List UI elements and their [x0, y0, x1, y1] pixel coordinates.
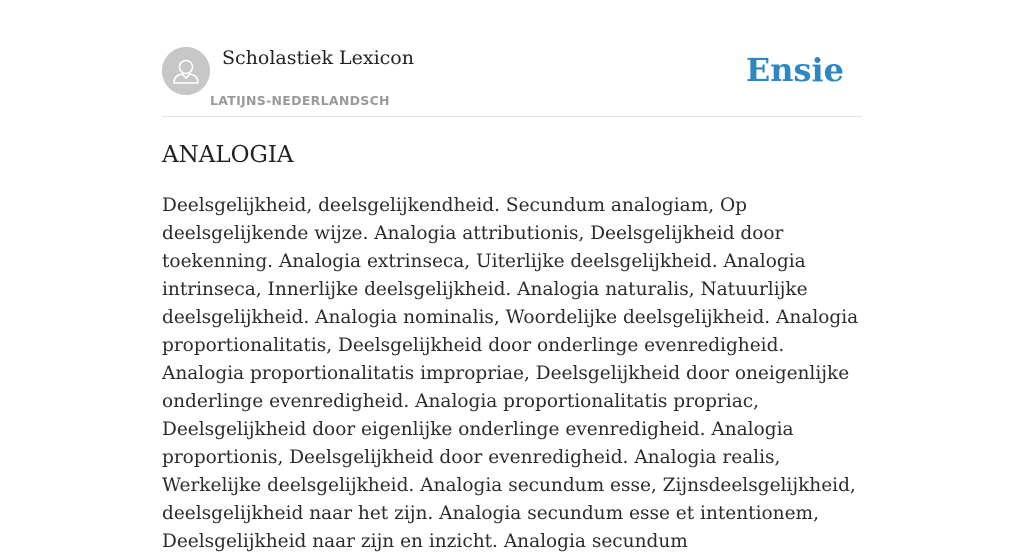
entry-body: Deelsgelijkheid, deelsgelijkendheid. Secundum analogiam, Op deelsgelijkende wijze. Analogia attributionis, Deelsgelijkheid door toekenning. Analogia extrinseca, Uiterlijke deelsgelijkheid. Analogia intrinseca, Innerlijke deelsgelijkheid. Analogia naturalis, Natuurlijke deelsgelijkheid. Analogia nominalis, Woordelijke deelsgelijkheid. Analogia proportionalitatis, Deelsgelijkheid door onderlinge evenredigheid. Analogia proportionalitatis impropriae, Deelsgelijkheid door oneigenlijke onderlinge evenredigheid. Analogia proportionalitatis propriac, Deelsgelijkheid door eigenlijke onderlinge evenredigheid. Analogia proportionis, Deelsgelijkheid door evenredigheid. Analogia realis, Werkelijke deelsgelijkheid. Analogia secundum esse, Zijnsdeelsgelijkheid, deelsgelijkheid naar het zijn. Analogia secundum esse et intentionem, Deelsgelijkheid naar zijn en inzicht. Analogia secundum — [162, 195, 859, 552]
user-silhouette-icon — [162, 47, 210, 95]
entry-title: ANALOGIA — [162, 142, 294, 168]
source-avatar[interactable] — [162, 47, 210, 95]
source-subtitle: LATIJNS-NEDERLANDSCH — [210, 93, 390, 108]
ensie-logo[interactable]: Ensie — [745, 51, 844, 89]
source-title[interactable]: Scholastiek Lexicon — [222, 47, 414, 69]
entry-header — [162, 46, 862, 117]
